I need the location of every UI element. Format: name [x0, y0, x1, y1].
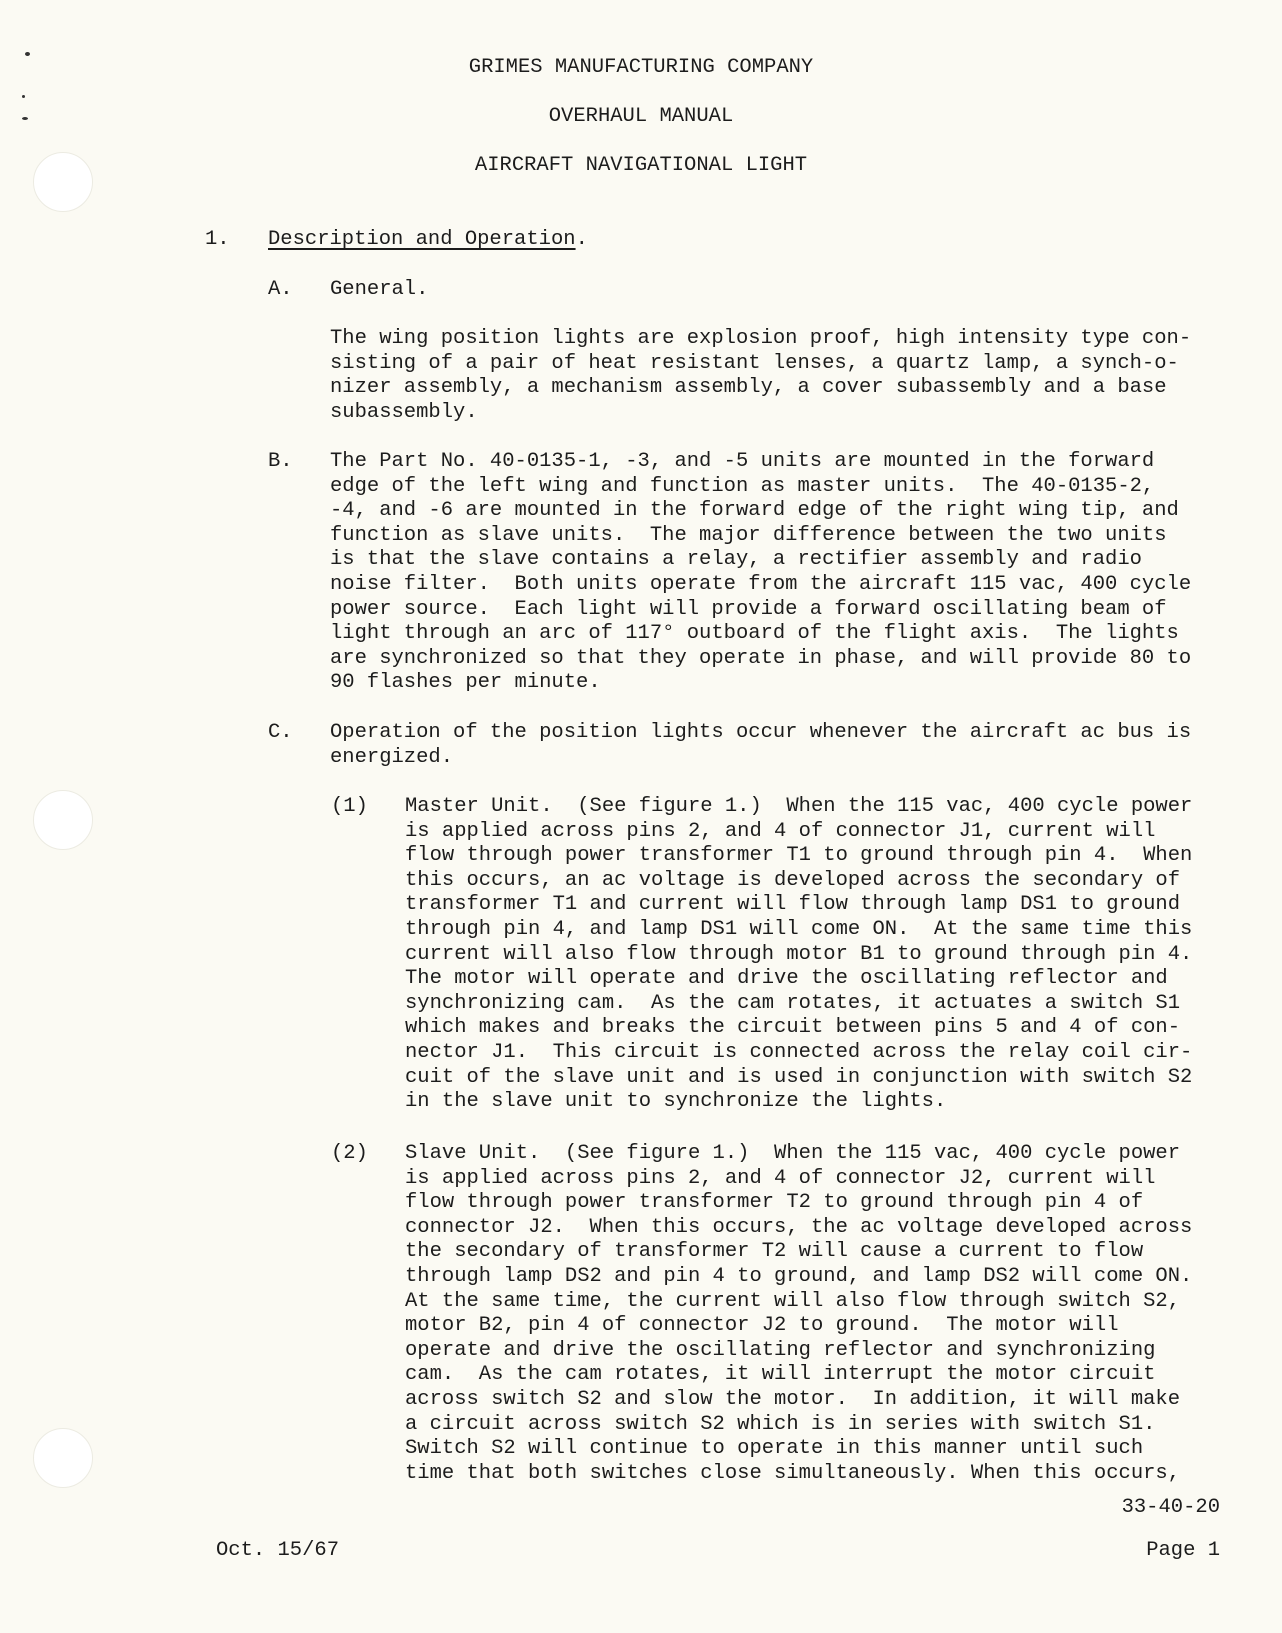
- item-a-label: A.: [268, 278, 293, 301]
- paragraph-line: motor B2, pin 4 of connector J2 to ground. The motor will: [405, 1314, 1119, 1338]
- paragraph-line: flow through power transformer T1 to ground through pin 4. When: [405, 844, 1193, 868]
- paragraph-line: nector J1. This circuit is connected across the relay coil cir-: [405, 1040, 1193, 1064]
- manual-title: OVERHAUL MANUAL: [548, 105, 734, 128]
- paragraph-line: At the same time, the current will also flow through switch S2,: [405, 1289, 1181, 1313]
- paragraph-line: across switch S2 and slow the motor. In addition, it will make: [405, 1387, 1181, 1411]
- subitem-2-label: (2): [331, 1142, 368, 1165]
- paragraph-line: is applied across pins 2, and 4 of connector J1, current will: [405, 819, 1156, 843]
- paragraph-line: through pin 4, and lamp DS1 will come ON. At the same time this: [405, 917, 1193, 941]
- item-c-paragraph: [330, 721, 1191, 770]
- subitem-1-label: (1): [331, 795, 368, 818]
- paragraph-line: The wing position lights are explosion proof, high intensity type con-: [330, 327, 1192, 350]
- paragraph-line: connector J2. When this occurs, the ac voltage developed across: [405, 1215, 1193, 1239]
- subitem-1-paragraph: [405, 795, 1192, 1115]
- item-b-paragraph: [330, 450, 1191, 696]
- paragraph-line: is applied across pins 2, and 4 of connector J2, current will: [405, 1166, 1156, 1190]
- paragraph-line: edge of the left wing and function as master units. The 40-0135-2,: [330, 474, 1155, 498]
- paragraph-line: are synchronized so that they operate in phase, and will provide 80 to: [330, 646, 1192, 670]
- binder-hole-bottom: [33, 1428, 93, 1488]
- item-a-paragraph: [330, 327, 1191, 425]
- paragraph-line: function as slave units. The major difference between the two units: [330, 523, 1167, 547]
- paragraph-line: in the slave unit to synchronize the lights.: [405, 1090, 947, 1114]
- paragraph-line: -4, and -6 are mounted in the forward edge of the right wing tip, and: [330, 499, 1179, 523]
- paragraph-line: subassembly.: [330, 400, 478, 424]
- section-heading: [268, 228, 588, 252]
- item-b-label: B.: [268, 450, 293, 473]
- paragraph-line: time that both switches close simultaneously. When this occurs,: [405, 1461, 1181, 1485]
- paragraph-line: synchronizing cam. As the cam rotates, it actuates a switch S1: [405, 991, 1181, 1015]
- product-title: AIRCRAFT NAVIGATIONAL LIGHT: [474, 154, 808, 177]
- page-number: Page 1: [1146, 1539, 1220, 1562]
- paragraph-line: current will also flow through motor B1 to ground through pin 4.: [405, 942, 1193, 966]
- paragraph-line: noise filter. Both units operate from the aircraft 115 vac, 400 cycle: [330, 572, 1192, 596]
- paragraph-line: Master Unit. (See figure 1.) When the 115 vac, 400 cycle power: [405, 795, 1193, 818]
- subitem-2-paragraph: [405, 1142, 1192, 1486]
- paragraph-line: Slave Unit. (See figure 1.) When the 115 vac, 400 cycle power: [405, 1142, 1181, 1165]
- paragraph-line: 90 flashes per minute.: [330, 671, 601, 695]
- paragraph-line: is that the slave contains a relay, a rectifier assembly and radio: [330, 548, 1142, 572]
- paragraph-line: a circuit across switch S2 which is in series with switch S1.: [405, 1412, 1156, 1436]
- paragraph-line: sisting of a pair of heat resistant lenses, a quartz lamp, a synch-o-: [330, 351, 1179, 375]
- paragraph-line: power source. Each light will provide a forward oscillating beam of: [330, 597, 1167, 621]
- item-c-label: C.: [268, 721, 293, 744]
- paragraph-line: transformer T1 and current will flow through lamp DS1 to ground: [405, 893, 1181, 917]
- paragraph-line: through lamp DS2 and pin 4 to ground, and lamp DS2 will come ON.: [405, 1264, 1193, 1288]
- paragraph-line: energized.: [330, 745, 454, 769]
- paragraph-line: nizer assembly, a mechanism assembly, a cover subassembly and a base: [330, 376, 1167, 400]
- paragraph-line: this occurs, an ac voltage is developed across the secondary of: [405, 868, 1181, 892]
- paragraph-line: The Part No. 40-0135-1, -3, and -5 units are mounted in the forward: [330, 450, 1155, 473]
- paragraph-line: Operation of the position lights occur whenever the aircraft ac bus is: [330, 721, 1192, 744]
- section-title-period: .: [575, 228, 588, 251]
- paragraph-line: light through an arc of 117° outboard of the flight axis. The lights: [330, 622, 1179, 646]
- paragraph-line: which makes and breaks the circuit between pins 5 and 4 of con-: [405, 1016, 1181, 1040]
- ink-speck: [22, 95, 25, 98]
- section-number: 1.: [205, 228, 230, 251]
- paragraph-line: flow through power transformer T2 to ground through pin 4 of: [405, 1191, 1144, 1215]
- item-a-heading: General.: [330, 278, 429, 301]
- paragraph-line: the secondary of transformer T2 will cause a current to flow: [405, 1240, 1144, 1264]
- paragraph-line: The motor will operate and drive the oscillating reflector and: [405, 967, 1168, 991]
- paragraph-line: operate and drive the oscillating reflector and synchronizing: [405, 1338, 1156, 1362]
- company-name: GRIMES MANUFACTURING COMPANY: [468, 56, 814, 79]
- document-number: 33-40-20: [1121, 1496, 1220, 1519]
- section-title: Description and Operation: [268, 228, 576, 251]
- revision-date: Oct. 15/67: [216, 1539, 340, 1562]
- paragraph-line: Switch S2 will continue to operate in this manner until such: [405, 1437, 1144, 1461]
- paragraph-line: cam. As the cam rotates, it will interrupt the motor circuit: [405, 1363, 1156, 1387]
- binder-hole-middle: [33, 790, 93, 850]
- paragraph-line: cuit of the slave unit and is used in conjunction with switch S2: [405, 1065, 1193, 1089]
